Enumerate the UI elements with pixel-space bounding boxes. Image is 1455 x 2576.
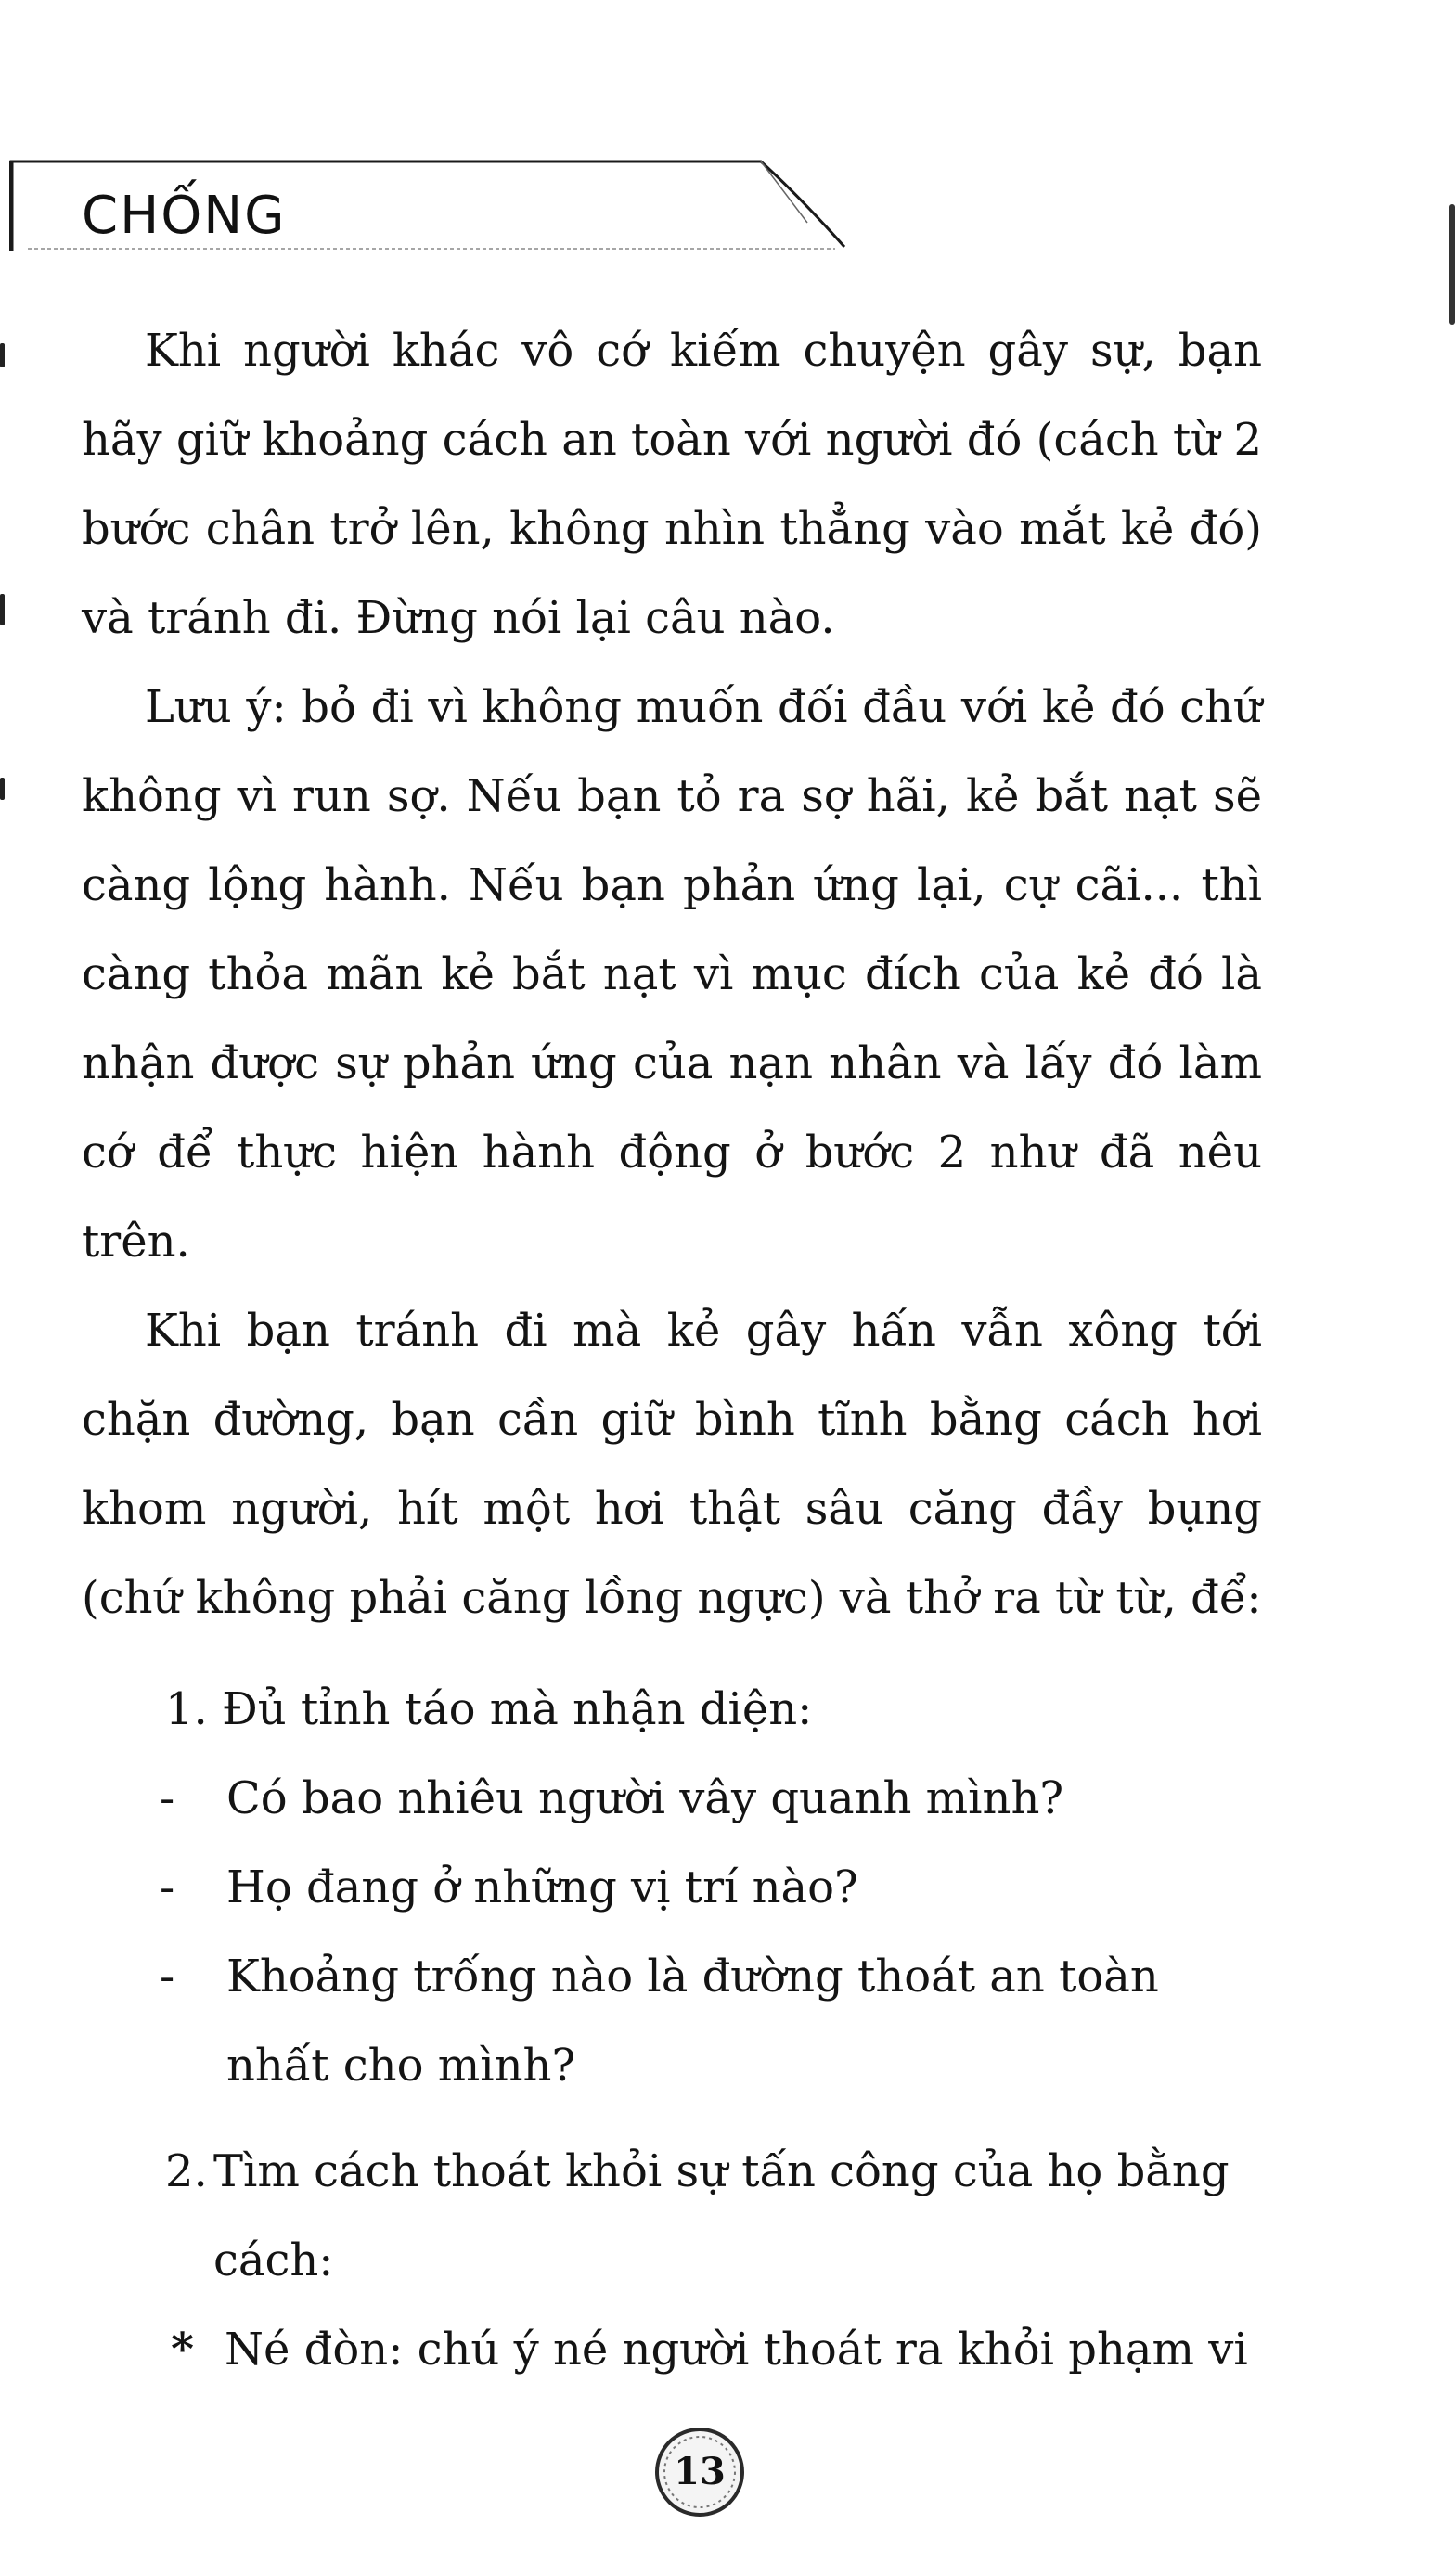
page-number: 13 [674, 2450, 726, 2493]
star-item-text: Né đòn: chú ý né người thoát ra khỏi phạm vi [225, 2324, 1248, 2376]
dash-marker: - [160, 1861, 175, 1913]
step-2-label: Tìm cách thoát khỏi sự tấn công của họ bằng cách: [213, 2145, 1230, 2286]
body-text [82, 306, 1262, 2394]
chapter-header [9, 158, 919, 260]
dash-marker: - [160, 1951, 175, 2003]
list-item [160, 1843, 1262, 1932]
paragraph: Khi người khác vô cớ kiếm chuyện gây sự, bạn hãy giữ khoảng cách an toàn với người đó (cách từ 2 bước chân trở lên, không nhìn thẳng vào mắt kẻ đó) và tránh đi. Đừng nói lại câu nào. [82, 325, 1262, 644]
dash-marker: - [160, 1772, 175, 1824]
edge-scan-mark [0, 594, 5, 625]
page-number-badge [651, 2424, 748, 2520]
step-1-label: 1. Đủ tỉnh táo mà nhận diện: [165, 1683, 813, 1735]
star-list-item [171, 2305, 1262, 2394]
step-1-list [82, 1754, 1262, 2110]
step-2-number: 2. [165, 2145, 208, 2197]
step-2 [165, 2127, 1262, 2305]
edge-scan-mark [0, 343, 5, 367]
list-item-text: Họ đang ở những vị trí nào? [226, 1861, 858, 1913]
list-item-text: Có bao nhiêu người vây quanh mình? [226, 1772, 1064, 1824]
paragraph: Lưu ý: bỏ đi vì không muốn đối đầu với kẻ đó chứ không vì run sợ. Nếu bạn tỏ ra sợ hãi, kẻ bắt nạt sẽ càng lộng hành. Nếu bạn phản ứng lại, cự cãi... thì càng thỏa mãn kẻ bắt nạt vì mục đích của kẻ đó là nhận được sự phản ứng của nạn nhân và lấy đó làm cớ để thực hiện hành động ở bước 2 như đã nêu trên. [82, 681, 1262, 1268]
chapter-title: CHỐNG [82, 186, 287, 246]
paragraph: Khi bạn tránh đi mà kẻ gây hấn vẫn xông tới chặn đường, bạn cần giữ bình tĩnh bằng cách hơi khom người, hít một hơi thật sâu căng đầy bụng (chứ không phải căng lồng ngực) và thở ra từ từ, để: [82, 1305, 1262, 1624]
spine-shadow [1449, 204, 1455, 325]
edge-scan-mark [0, 778, 5, 800]
list-item-text: Khoảng trống nào là đường thoát an toàn nhất cho mình? [226, 1951, 1159, 2092]
list-item [160, 1932, 1262, 2110]
list-item [160, 1754, 1262, 1843]
asterisk-marker: * [171, 2324, 195, 2376]
